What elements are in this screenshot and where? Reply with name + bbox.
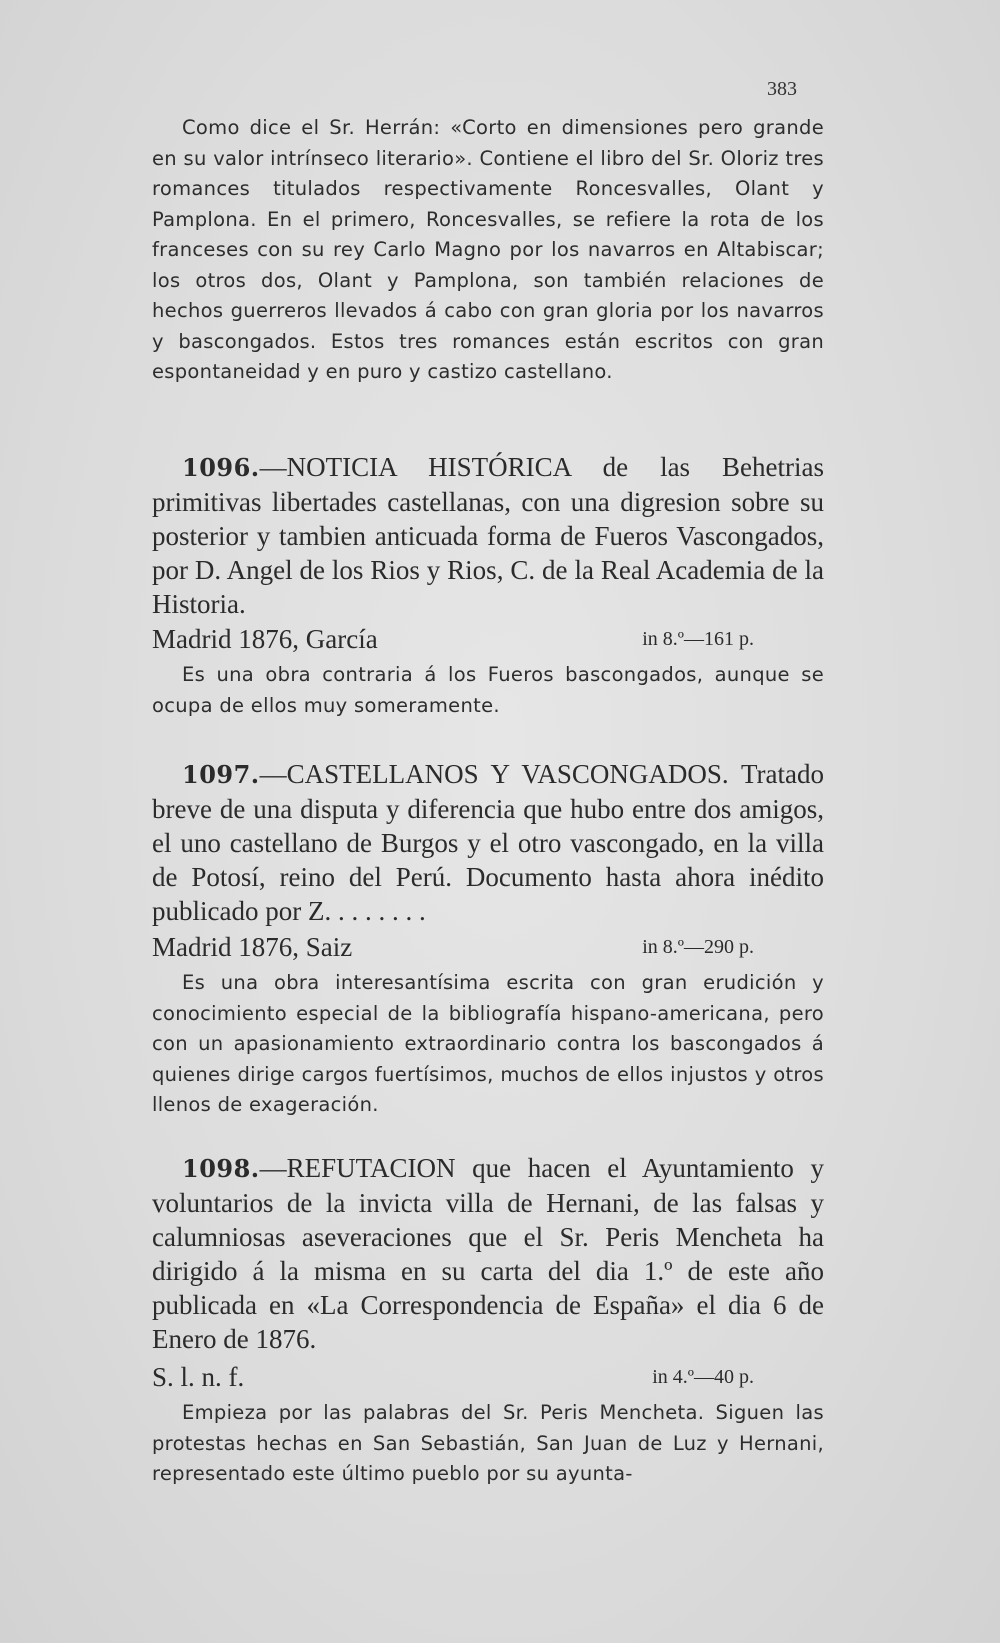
entry-imprint: Madrid 1876, García (152, 624, 378, 654)
entry-1097-note: Es una obra interesantísima escrita con gran erudición y conocimiento especial de la bibliografía hispano-americana, pero con un apasionamiento extraordinario contra los bascongados á quienes dirige cargos fuertísimos, muchos de ellos injustos y otros llenos de exageración. (152, 971, 824, 1116)
entry-1098-imprint-line (152, 1360, 824, 1394)
entry-imprint: Madrid 1876, Saiz (152, 932, 353, 962)
entry-1096-imprint-line (152, 622, 824, 656)
entry-1098-title (152, 1151, 824, 1356)
entry-format: in 8.º—290 p. (642, 936, 754, 958)
entry-1097-title (152, 757, 824, 928)
entry-title: —NOTICIA HISTÓRICA de las Behetrias primitivas libertades castellanas, con una digresion sobre su posterior y tambien anticuada forma de Fueros Vascongados, por D. Angel de los Rios y Rios, C. de la Real Academia de la Historia. (152, 452, 824, 619)
entry-1096-title (152, 450, 824, 621)
page-number: 383 (767, 78, 797, 100)
entry-format: in 8.º—161 p. (642, 628, 754, 650)
entry-title: —CASTELLANOS Y VASCONGADOS. Tratado breve de una disputa y diferencia que hubo entre dos amigos, el uno castellano de Burgos y el otro vascongado, en la villa de Potosí, reino del Perú. Documento hasta ahora inédito publicado por Z. . . . . . . . (152, 759, 824, 926)
entry-1097-imprint-line (152, 930, 824, 964)
intro-paragraph: Como dice el Sr. Herrán: «Corto en dimensiones pero grande en su valor intrínseco literario». Contiene el libro del Sr. Oloriz tres romances titulados respectivamente Roncesvalles, Olant y Pamplona. En el primero, Roncesvalles, se refiere la rota de los franceses con su rey Carlo Magno por los navarros en Altabiscar; los otros dos, Olant y Pamplona, son también relaciones de hechos guerreros llevados á cabo con gran gloria por los navarros y bascongados. Estos tres romances están escritos con gran espontaneidad y en puro y castizo castellano. (152, 116, 824, 383)
entry-1098-note: Empieza por las palabras del Sr. Peris Mencheta. Siguen las protestas hechas en San Sebastián, San Juan de Luz y Hernani, representado este último pueblo por su ayunta- (152, 1401, 824, 1485)
entry-title: —REFUTACION que hacen el Ayuntamiento y voluntarios de la invicta villa de Hernani, de las falsas y calumniosas aseveraciones que el Sr. Peris Mencheta ha dirigido á la misma en su carta del dia 1.º de este año publicada en «La Correspondencia de España» el dia 6 de Enero de 1876. (152, 1153, 824, 1354)
entry-1096-note: Es una obra contraria á los Fueros bascongados, aunque se ocupa de ellos muy someramente. (152, 663, 824, 717)
entry-number: 1098. (182, 1154, 260, 1183)
entry-number: 1097. (182, 760, 260, 789)
entry-imprint: S. l. n. f. (152, 1362, 245, 1392)
entry-number: 1096. (182, 453, 260, 482)
entry-format: in 4.º—40 p. (652, 1366, 754, 1388)
